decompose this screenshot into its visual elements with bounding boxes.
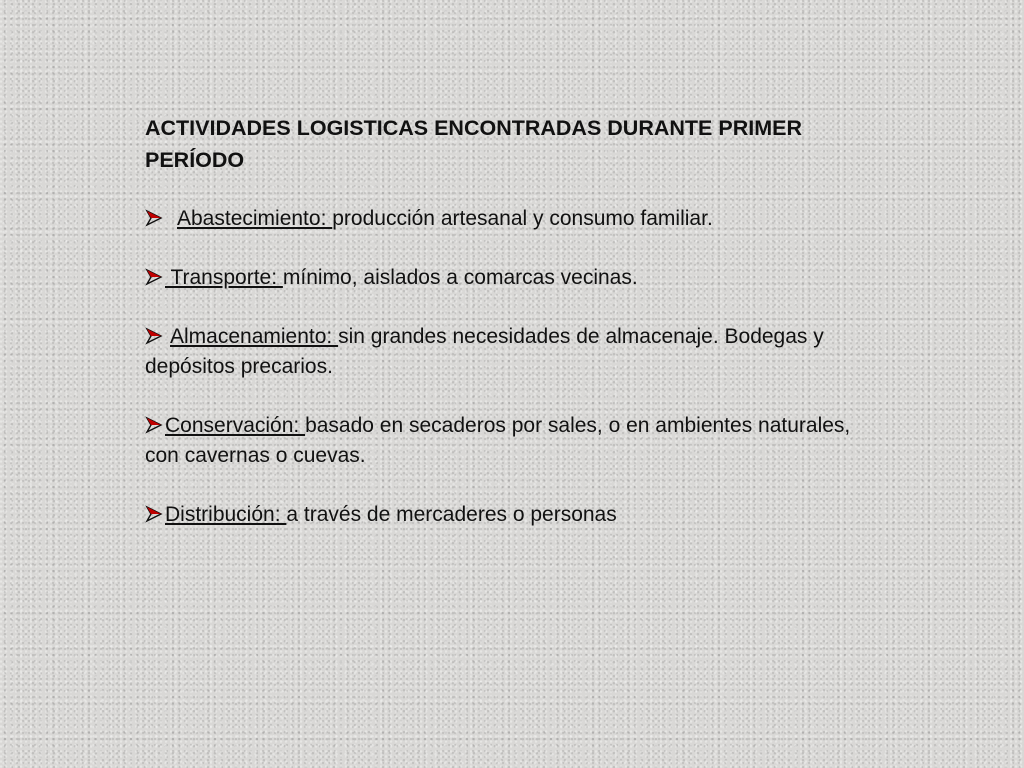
item-term: Abastecimiento: (177, 207, 333, 230)
item-text: producción artesanal y consumo familiar. (332, 207, 713, 230)
arrow-bullet-icon (145, 327, 163, 345)
item-term: Almacenamiento: (170, 325, 339, 348)
list-item (145, 500, 880, 530)
item-text: basado en secaderos por sales, o en ambientes naturales, con cavernas o cuevas. (145, 414, 851, 467)
list-item (145, 263, 880, 293)
list-item (145, 204, 880, 234)
item-term: Distribución: (165, 503, 287, 526)
arrow-bullet-icon (145, 416, 163, 434)
list-item (145, 411, 880, 471)
item-term: Conservación: (165, 414, 306, 437)
list-item (145, 322, 880, 382)
item-term: Transporte: (165, 266, 283, 289)
slide-content (145, 112, 880, 559)
arrow-bullet-icon (145, 268, 163, 286)
item-text: sin grandes necesidades de almacenaje. Bodegas y depósitos precarios. (145, 325, 824, 378)
arrow-bullet-icon (145, 209, 163, 227)
item-text: a través de mercaderes o personas (286, 503, 617, 526)
arrow-bullet-icon (145, 505, 163, 523)
slide-title: ACTIVIDADES LOGISTICAS ENCONTRADAS DURANTE PRIMER PERÍODO (145, 116, 802, 172)
item-text: mínimo, aislados a comarcas vecinas. (282, 266, 638, 289)
